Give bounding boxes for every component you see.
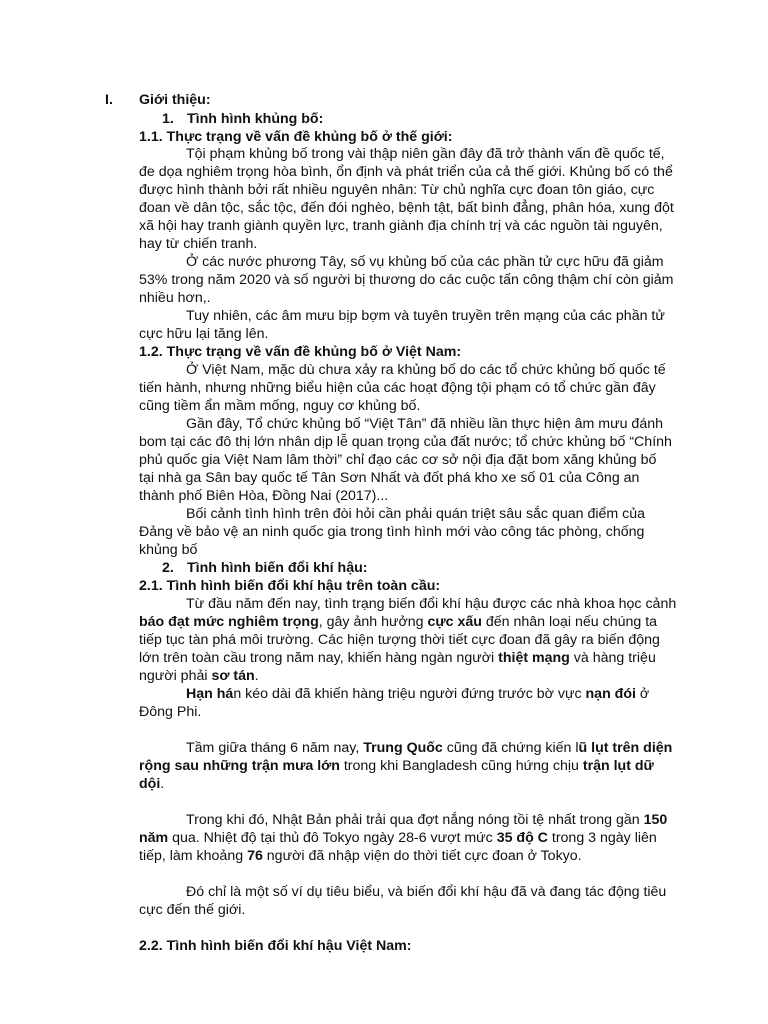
text-run: Trong khi đó, Nhật Bản phải trải qua đợt nắng nóng tồi tệ nhất trong gần: [186, 812, 644, 828]
text-run: .: [254, 668, 259, 684]
paragraph-line: [139, 649, 656, 667]
emphasis: báo đạt mức nghiêm trọng: [139, 614, 319, 630]
emphasis: thiệt mạng: [498, 650, 570, 666]
text-run: Tầm giữa tháng 6 năm nay,: [186, 740, 364, 756]
paragraph-line: khủng bố: [139, 542, 198, 558]
text-run: n kéo dài đã khiến hàng triệu người đứng trước bờ vực: [233, 686, 586, 702]
paragraph-line: [139, 667, 259, 685]
text-run: qua. Nhiệt độ tại thủ đô Tokyo ngày 28-6 vượt mức: [168, 830, 497, 846]
paragraph-line: Đông Phi.: [139, 704, 202, 720]
emphasis: trận lụt dữ: [582, 758, 654, 774]
emphasis: Trung Quốc: [363, 740, 443, 756]
text-run: cũng đã chứng kiến l: [442, 740, 579, 756]
paragraph-line: cực hữu lại tăng lên.: [139, 326, 269, 342]
paragraph-line: thành phố Biên Hòa, Đồng Nai (2017)...: [139, 488, 389, 504]
text-run: ở: [635, 686, 650, 702]
emphasis: 35 độ C: [496, 830, 548, 846]
text-run: lớn trên toàn cầu trong năm nay, khiến hàng ngàn người: [139, 650, 499, 666]
paragraph-line: cũng tiềm ẩn mầm mống, nguy cơ khủng bố.: [139, 398, 421, 414]
paragraph-line: được hình thành bởi rất nhiều nguyên nhân: Từ chủ nghĩa cực đoan tôn giáo, cực: [139, 182, 655, 198]
paragraph-line: Tội phạm khủng bố trong vài thập niên gần đây đã trở thành vấn đề quốc tế,: [186, 146, 665, 162]
emphasis: 76: [247, 848, 263, 864]
paragraph-line: tại nhà ga Sân bay quốc tế Tân Sơn Nhất và đốt phá kho xe số 01 của Công an: [139, 470, 640, 486]
paragraph-line: Ở các nước phương Tây, số vụ khủng bố của các phần tử cực hữu đã giảm: [186, 254, 664, 270]
heading-section-1: [162, 110, 323, 128]
text-run: đến nhân loại nếu chúng ta: [481, 614, 658, 630]
heading-1-1: 1.1. Thực trạng về vấn đề khủng bố ở thế giới:: [139, 129, 453, 145]
paragraph-line: nhiều hơn,.: [139, 290, 211, 306]
emphasis: rộng sau những trận mưa lớn: [139, 758, 340, 774]
paragraph-line: Tuy nhiên, các âm mưu bịp bợm và tuyên truyền trên mạng của các phần tử: [186, 308, 665, 324]
section-title: Tình hình khủng bố:: [187, 111, 324, 127]
paragraph-line: Đảng về bảo vệ an ninh quốc gia trong tình hình mới vào công tác phòng, chống: [139, 524, 645, 540]
paragraph-line: Bối cảnh tình hình trên đòi hỏi cần phải quán triệt sâu sắc quan điểm của: [186, 506, 646, 522]
emphasis: dội: [139, 776, 161, 792]
text-run: người phải: [139, 668, 212, 684]
section-number: 2.: [162, 560, 174, 576]
text-run: trong khi Bangladesh cũng hứng chịu: [339, 758, 583, 774]
section-title: Tình hình biến đổi khí hậu:: [187, 560, 368, 576]
paragraph-line: [139, 847, 582, 865]
heading-introduction: Giới thiệu:: [139, 92, 211, 108]
heading-section-2: [162, 559, 367, 577]
paragraph-line: đe dọa nghiêm trọng hòa bình, ổn định và phát triển của cả thế giới. Khủng bố có thể: [139, 164, 673, 180]
text-run: , gây ảnh hưởng: [318, 614, 428, 630]
emphasis: ũ lụt trên diện: [578, 740, 673, 756]
emphasis: Hạn há: [186, 686, 234, 702]
heading-2-2: 2.2. Tình hình biến đổi khí hậu Việt Nam:: [139, 938, 412, 954]
paragraph-line: Từ đầu năm đến nay, tình trạng biến đổi khí hậu được các nhà khoa học cảnh: [186, 596, 677, 612]
paragraph-line: Đó chỉ là một số ví dụ tiêu biểu, và biến đổi khí hậu đã và đang tác động tiêu: [186, 884, 667, 900]
heading-1-2: 1.2. Thực trạng về vấn đề khủng bố ở Việt Nam:: [139, 344, 462, 360]
paragraph-line: [186, 811, 667, 829]
heading-2-1: 2.1. Tình hình biến đổi khí hậu trên toàn cầu:: [139, 578, 441, 594]
paragraph-line: [186, 739, 672, 757]
roman-numeral: I.: [105, 92, 113, 108]
paragraph-line: 53% trong năm 2020 và số người bị thương do các cuộc tấn công thậm chí còn giảm: [139, 272, 674, 288]
emphasis: 150: [643, 812, 668, 828]
paragraph-line: [186, 685, 649, 703]
text-run: người đã nhập viện do thời tiết cực đoan ở Tokyo.: [262, 848, 582, 864]
emphasis: cực xấu: [427, 614, 482, 630]
emphasis: nạn đói: [585, 686, 636, 702]
paragraph-line: xã hội hay tranh giành quyền lực, tranh giành địa chính trị và các nguồn tài nguyên,: [139, 218, 663, 234]
paragraph-line: [139, 775, 164, 793]
paragraph-line: [139, 829, 657, 847]
paragraph-line: tiến hành, nhưng những biểu hiện của các hoạt động tội phạm có tổ chức gần đây: [139, 380, 656, 396]
paragraph-line: tiếp tục tàn phá môi trường. Các hiện tượng thời tiết cực đoan đã gây ra biến động: [139, 632, 660, 648]
paragraph-line: Ở Việt Nam, mặc dù chưa xảy ra khủng bố do các tổ chức khủng bố quốc tế: [186, 362, 666, 378]
emphasis: sơ tán: [211, 668, 255, 684]
text-run: .: [160, 776, 165, 792]
paragraph-line: đoan về dân tộc, sắc tộc, đến đói nghèo, bệnh tật, bất bình đẳng, phân hóa, xung đột: [139, 200, 674, 216]
emphasis: năm: [139, 830, 169, 846]
paragraph-line: phủ quốc gia Việt Nam lâm thời” chỉ đạo các cơ sở nội địa đặt bom xăng khủng bố: [139, 452, 657, 468]
text-run: tiếp, làm khoảng: [139, 848, 248, 864]
paragraph-line: bom tại các đô thị lớn nhân dịp lễ quan trọng của đất nước; tổ chức khủng bố “Chính: [139, 434, 672, 450]
text-run: trong 3 ngày liên: [547, 830, 657, 846]
text-run: và hàng triệu: [569, 650, 656, 666]
paragraph-line: hay từ chiến tranh.: [139, 236, 258, 252]
paragraph-line: cực đến thế giới.: [139, 902, 246, 918]
section-number: 1.: [162, 111, 174, 127]
paragraph-line: [139, 757, 654, 775]
paragraph-line: [139, 613, 657, 631]
paragraph-line: Gần đây, Tổ chức khủng bố “Việt Tân” đã nhiều lần thực hiện âm mưu đánh: [186, 416, 663, 432]
